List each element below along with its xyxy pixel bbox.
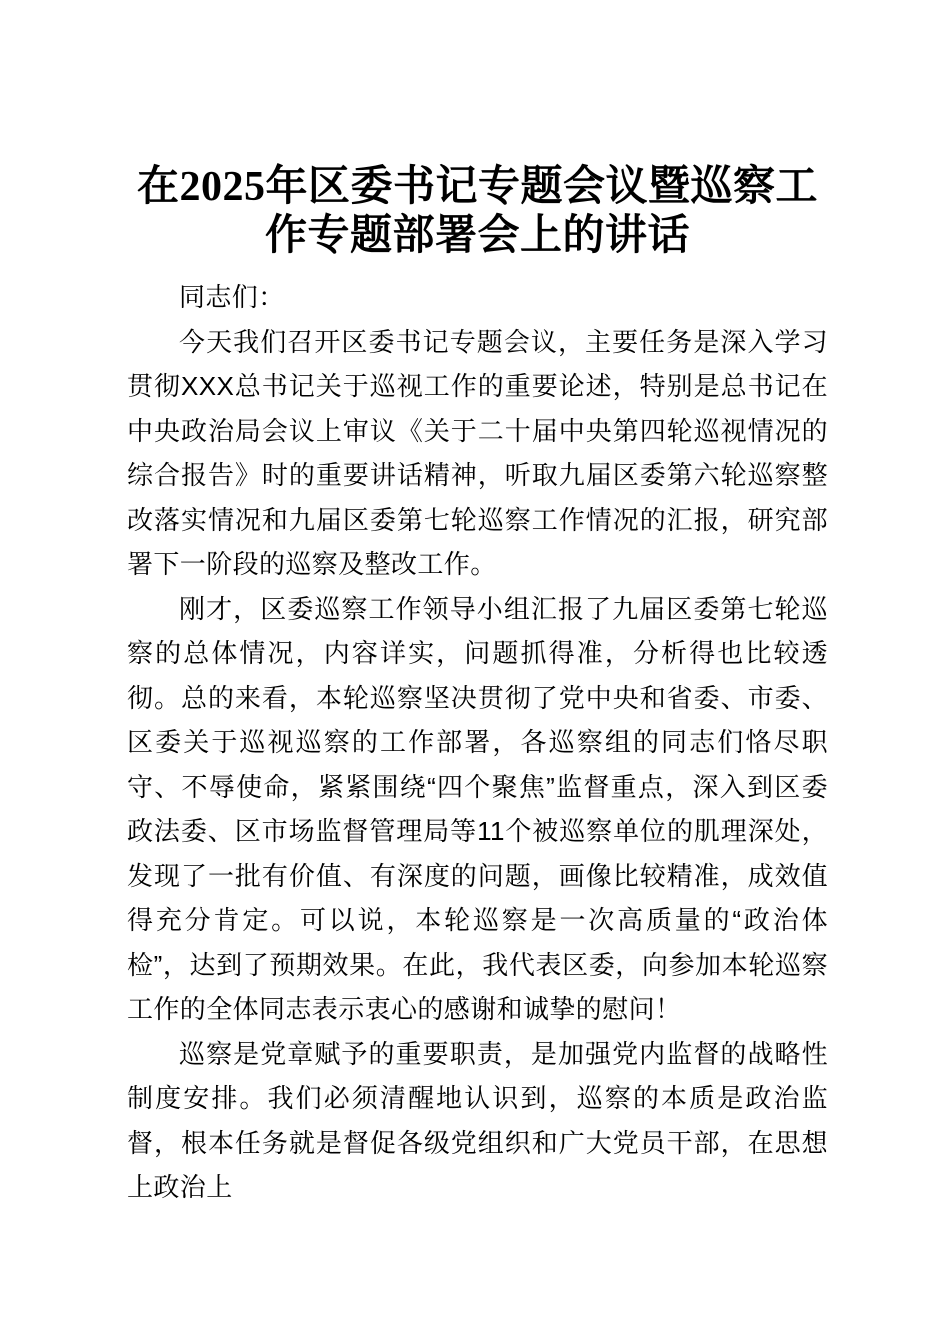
paragraph-inspection-duty: 巡察是党章赋予的重要职责，是加强党内监督的战略性制度安排。我们必须清醒地认识到，巡察的本质是政治监督，根本任务就是督促各级党组织和广大党员干部，在思想上政治上 [127, 1038, 828, 1202]
paragraph-inspection-summary: 刚才，区委巡察工作领导小组汇报了九届区委第七轮巡察的总体情况，内容详实，问题抓得准，分析得也比较透彻。总的来看，本轮巡察坚决贯彻了党中央和省委、市委、区委关于巡视巡察的工作部署，各巡察组的同志们恪尽职守、不辱使命，紧紧围绕“四个聚焦”监督重点，深入到区委政法委、区市场监督管理局等11个被巡察单位的肌理深处，发现了一批有价值、有深度的问题，画像比较精准，成效值得充分肯定。可以说，本轮巡察是一次高质量的“政治体检”，达到了预期效果。在此，我代表区委，向参加本轮巡察工作的全体同志表示衷心的感谢和诚挚的慰问！ [127, 593, 828, 1024]
paragraph-meeting-purpose: 今天我们召开区委书记专题会议，主要任务是深入学习贯彻XXX总书记关于巡视工作的重要论述，特别是总书记在中央政治局会议上审议《关于二十届中央第四轮巡视情况的综合报告》时的重要讲话精神，听取九届区委第六轮巡察整改落实情况和九届区委第七轮巡察工作情况的汇报，研究部署下一阶段的巡察及整改工作。 [127, 326, 828, 579]
salutation-paragraph: 同志们： [179, 282, 285, 312]
document-title: 在2025年区委书记专题会议暨巡察工作专题部署会上的讲话 [136, 164, 818, 259]
